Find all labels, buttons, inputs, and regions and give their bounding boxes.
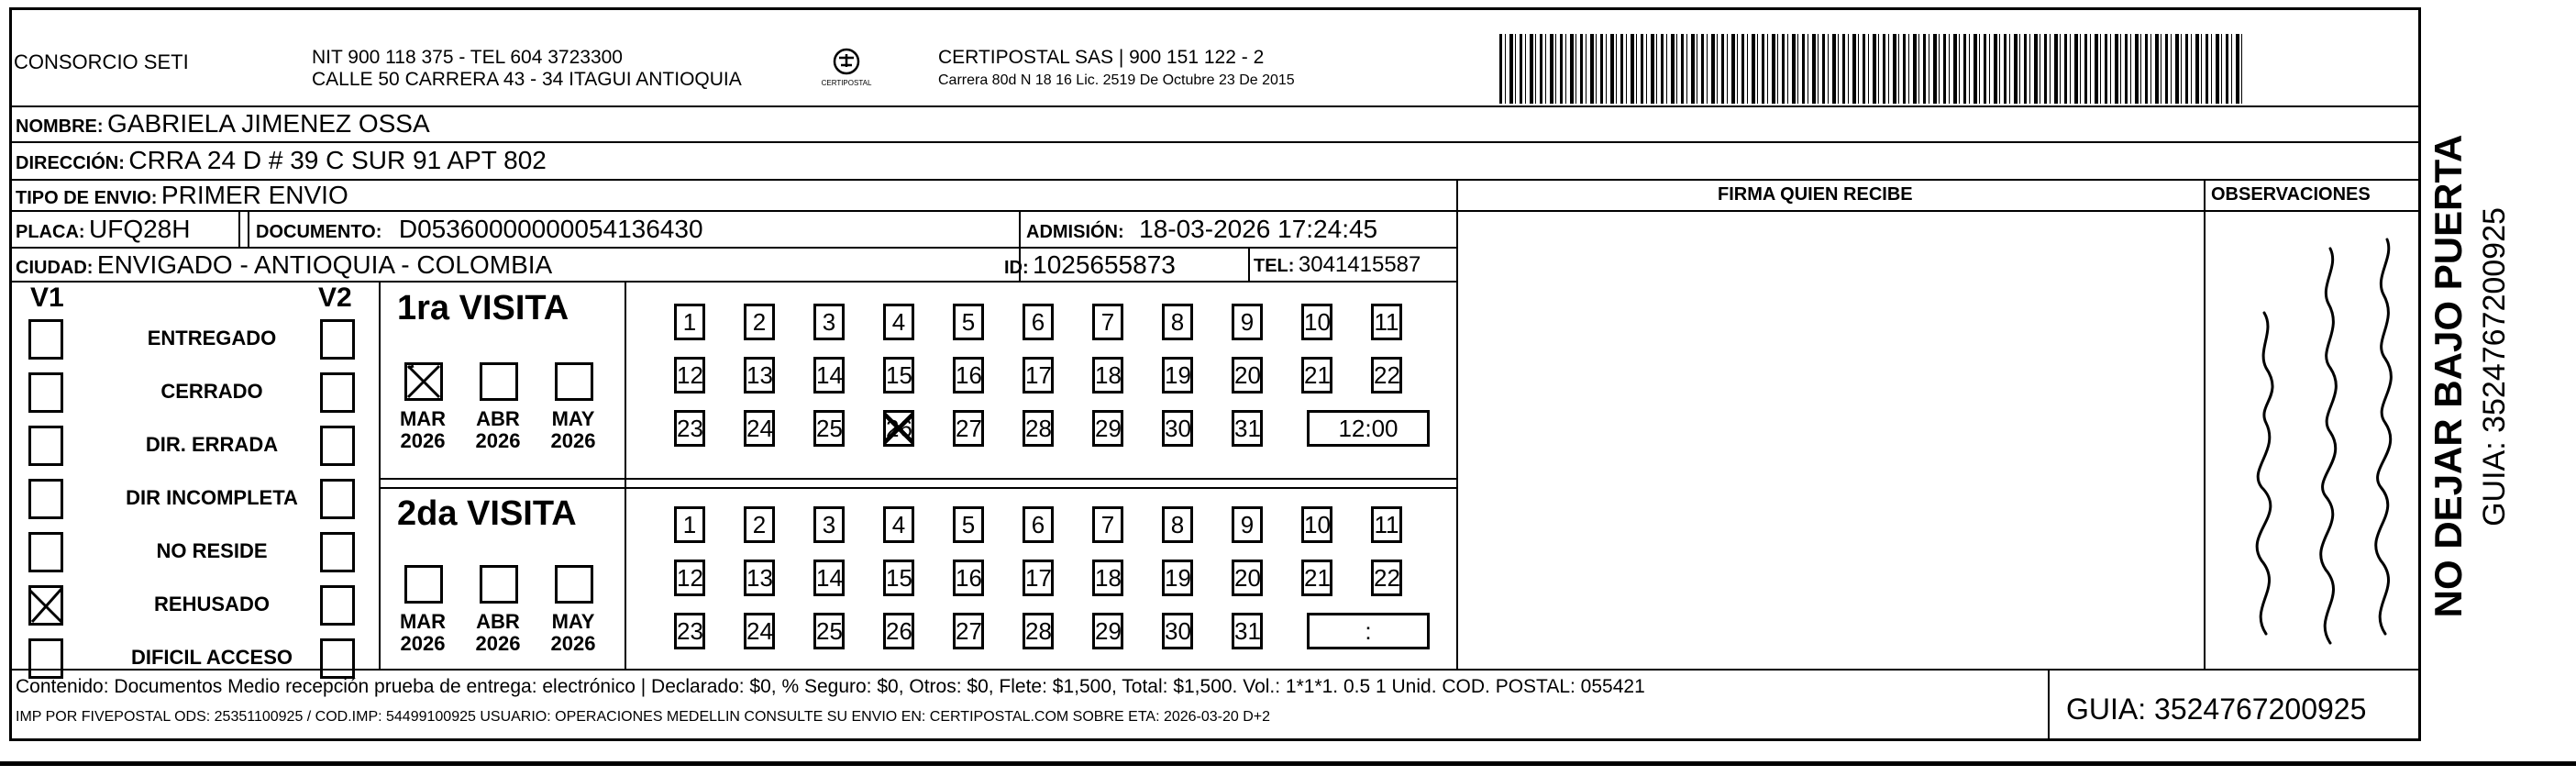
day-box[interactable]: 6 — [1023, 506, 1054, 543]
day-box[interactable]: 7 — [1092, 506, 1123, 543]
day-box[interactable]: 19 — [1162, 357, 1193, 394]
day-box[interactable]: 26 — [883, 613, 914, 649]
day-box[interactable]: 9 — [1232, 506, 1263, 543]
address-field — [16, 146, 547, 175]
no-dejar-text: NO DEJAR BAJO PUERTA — [2427, 134, 2470, 618]
day-box[interactable]: 5 — [953, 304, 984, 340]
month-year: 2026 — [475, 632, 521, 655]
day-box[interactable]: 1 — [674, 506, 705, 543]
day-box[interactable]: 3 — [813, 304, 845, 340]
rule — [12, 247, 1456, 249]
day-box[interactable]: 11 — [1371, 506, 1402, 543]
certipostal-line: CERTIPOSTAL SAS | 900 151 122 - 2 — [938, 47, 1265, 68]
status-label: ENTREGADO — [147, 327, 277, 349]
month-checkbox[interactable] — [480, 362, 518, 401]
address-value: CRRA 24 D # 39 C SUR 91 APT 802 — [128, 146, 547, 174]
month-name: MAR — [399, 610, 447, 633]
day-box[interactable]: 8 — [1162, 506, 1193, 543]
day-box[interactable]: 29 — [1092, 410, 1123, 447]
day-box[interactable]: 10 — [1301, 304, 1332, 340]
month-checkbox[interactable] — [555, 565, 593, 604]
certipostal-logo — [819, 45, 874, 91]
status-label: DIR INCOMPLETA — [126, 486, 298, 509]
status-checkbox-v1[interactable] — [28, 585, 63, 626]
day-box[interactable]: 5 — [953, 506, 984, 543]
rule — [1456, 179, 1458, 669]
admission-field — [1026, 215, 1377, 244]
status-label: NO RESIDE — [156, 539, 268, 562]
day-box[interactable]: 30 — [1162, 410, 1193, 447]
company-name: CONSORCIO SETI — [14, 50, 189, 73]
city-field — [16, 250, 552, 280]
month-name: ABR — [476, 610, 520, 633]
day-box[interactable]: 3 — [813, 506, 845, 543]
side-no-dejar — [2423, 110, 2478, 642]
rule — [2048, 669, 2050, 738]
city-label: CIUDAD: — [16, 258, 94, 278]
day-box[interactable]: 20 — [1232, 357, 1263, 394]
status-checkbox-v1[interactable] — [28, 372, 63, 413]
plate-value: UFQ28H — [89, 215, 191, 243]
observations-header: OBSERVACIONES — [2211, 184, 2371, 205]
visit1-title: 1ra VISITA — [397, 289, 569, 327]
status-checkbox-v2[interactable] — [320, 479, 355, 519]
month-year: 2026 — [475, 429, 521, 452]
month-name: MAR — [399, 407, 447, 430]
signature-header: FIRMA QUIEN RECIBE — [1718, 184, 1913, 205]
day-box[interactable]: 13 — [744, 357, 775, 394]
month-label — [395, 408, 450, 452]
day-box[interactable]: 22 — [1371, 357, 1402, 394]
rule — [1248, 247, 1250, 281]
rule — [379, 478, 1456, 480]
day-box[interactable]: 27 — [953, 613, 984, 649]
month-year: 2026 — [400, 429, 446, 452]
day-box[interactable]: 11 — [1371, 304, 1402, 340]
day-box[interactable]: 21 — [1301, 357, 1332, 394]
day-box[interactable]: 12 — [674, 357, 705, 394]
month-checkbox[interactable] — [555, 362, 593, 401]
day-box[interactable]: 31 — [1232, 410, 1263, 447]
month-name: ABR — [476, 407, 520, 430]
month-checkbox[interactable] — [404, 362, 443, 401]
rule — [238, 210, 240, 247]
day-box[interactable]: 28 — [1023, 410, 1054, 447]
guide-card — [9, 7, 2421, 741]
status-checkbox-v2[interactable] — [320, 319, 355, 360]
document-label: DOCUMENTO: — [256, 222, 382, 242]
rule — [248, 210, 249, 247]
day-box[interactable]: 23 — [674, 613, 705, 649]
day-box[interactable]: 1 — [674, 304, 705, 340]
month-label — [546, 611, 601, 655]
city-value: ENVIGADO - ANTIOQUIA - COLOMBIA — [96, 250, 553, 279]
time-box[interactable]: : — [1307, 613, 1430, 649]
admission-label: ADMISIÓN: — [1026, 222, 1124, 242]
day-box[interactable]: 24 — [744, 410, 775, 447]
status-label: REHUSADO — [154, 593, 270, 615]
rule — [12, 105, 2420, 107]
id-field — [1004, 250, 1176, 280]
page-edge-bottom — [0, 761, 2576, 766]
day-box[interactable]: 22 — [1371, 560, 1402, 596]
day-box[interactable]: 27 — [953, 410, 984, 447]
status-label: DIR. ERRADA — [145, 433, 279, 456]
day-box[interactable]: 13 — [744, 560, 775, 596]
day-box[interactable]: 4 — [883, 304, 914, 340]
name-value: GABRIELA JIMENEZ OSSA — [107, 109, 430, 138]
day-box[interactable]: 17 — [1023, 560, 1054, 596]
day-box[interactable]: 7 — [1092, 304, 1123, 340]
day-box[interactable]: 4 — [883, 506, 914, 543]
rule — [379, 281, 381, 669]
id-label: ID: — [1004, 258, 1029, 278]
send-type-label: TIPO DE ENVIO: — [16, 188, 158, 208]
status-checkbox-v1[interactable] — [28, 532, 63, 572]
status-checkbox-v2[interactable] — [320, 532, 355, 572]
month-year: 2026 — [550, 429, 596, 452]
status-checkbox-v2[interactable] — [320, 372, 355, 413]
day-box[interactable]: 16 — [953, 560, 984, 596]
day-box[interactable]: 19 — [1162, 560, 1193, 596]
tel-label: TEL: — [1254, 256, 1295, 276]
address-label: DIRECCIÓN: — [16, 153, 125, 173]
status-checkbox-v1[interactable] — [28, 319, 63, 360]
footer-imp: IMP POR FIVEPOSTAL ODS: 25351100925 / COD.IMP: 54499100925 USUARIO: OPERACIONES MEDELLIN CONSULTE SU ENVIO EN: CERTIPOSTAL.COM SOBRE ETA: 2026-03-20 D+2 — [16, 709, 1271, 725]
month-name: MAY — [551, 610, 595, 633]
rule — [2204, 179, 2206, 669]
month-label — [470, 408, 525, 452]
day-box[interactable]: 6 — [1023, 304, 1054, 340]
status-checkbox-v2[interactable] — [320, 585, 355, 626]
address-line: CALLE 50 CARRERA 43 - 34 ITAGUI ANTIOQUIA — [312, 69, 742, 90]
day-box[interactable]: 2 — [744, 506, 775, 543]
tel-field — [1254, 252, 1421, 278]
day-box[interactable]: 17 — [1023, 357, 1054, 394]
day-box[interactable]: 2 — [744, 304, 775, 340]
svg-text:CERTIPOSTAL: CERTIPOSTAL — [821, 79, 872, 87]
document-field — [256, 215, 703, 244]
rule — [12, 669, 2420, 671]
status-checkbox-v1[interactable] — [28, 479, 63, 519]
day-box[interactable]: 16 — [953, 357, 984, 394]
footer-guia: GUIA: 3524767200925 — [2066, 693, 2367, 726]
rule — [12, 141, 2420, 143]
day-box[interactable]: 18 — [1092, 560, 1123, 596]
send-type-field — [16, 181, 348, 210]
id-value: 1025655873 — [1033, 250, 1176, 279]
barcode — [1499, 34, 2246, 104]
nit-line: NIT 900 118 375 - TEL 604 3723300 — [312, 47, 623, 68]
status-label: CERRADO — [160, 380, 263, 403]
plate-label: PLACA: — [16, 222, 85, 242]
day-box[interactable]: 9 — [1232, 304, 1263, 340]
name-field — [16, 109, 430, 139]
rule — [625, 281, 626, 669]
visit2-title: 2da VISITA — [397, 494, 577, 533]
month-year: 2026 — [400, 632, 446, 655]
status-checkbox-v2[interactable] — [320, 638, 355, 679]
day-box[interactable]: 31 — [1232, 613, 1263, 649]
day-box[interactable]: 20 — [1232, 560, 1263, 596]
rule — [1456, 210, 2420, 212]
time-box[interactable]: 12:00 — [1307, 410, 1430, 447]
day-box[interactable]: 28 — [1023, 613, 1054, 649]
month-label — [395, 611, 450, 655]
license-line: Carrera 80d N 18 16 Lic. 2519 De Octubre 23 De 2015 — [938, 72, 1295, 88]
status-label: DIFICIL ACCESO — [130, 646, 293, 669]
tel-value: 3041415587 — [1298, 252, 1421, 277]
side-guia-text: GUIA: 3524767200925 — [2477, 207, 2512, 527]
month-label — [546, 408, 601, 452]
month-label — [470, 611, 525, 655]
day-box[interactable]: 25 — [813, 613, 845, 649]
side-guia — [2476, 128, 2513, 605]
day-box[interactable]: 23 — [674, 410, 705, 447]
admission-value: 18-03-2026 17:24:45 — [1139, 215, 1378, 243]
day-box[interactable]: 26 — [883, 410, 914, 447]
day-box[interactable]: 21 — [1301, 560, 1332, 596]
day-box[interactable]: 14 — [813, 357, 845, 394]
status-checkbox-v2[interactable] — [320, 426, 355, 466]
status-checkbox-v1[interactable] — [28, 638, 63, 679]
status-checkbox-v1[interactable] — [28, 426, 63, 466]
day-box[interactable]: 10 — [1301, 506, 1332, 543]
name-label: NOMBRE: — [16, 116, 104, 137]
v2-label: V2 — [318, 283, 352, 313]
rule — [12, 179, 2420, 181]
v1-label: V1 — [30, 283, 64, 313]
day-box[interactable]: 12 — [674, 560, 705, 596]
day-box[interactable]: 15 — [883, 357, 914, 394]
month-name: MAY — [551, 407, 595, 430]
footer-content: Contenido: Documentos Medio recepción prueba de entrega: electrónico | Declarado: $0, % Seguro: $0, Otros: $0, Flete: $1,500, Total: $1,500. Vol.: 1*1*1. 0.5 1 Unid. COD. POSTAL: 055421 — [16, 676, 1645, 697]
day-box[interactable]: 25 — [813, 410, 845, 447]
day-box[interactable]: 15 — [883, 560, 914, 596]
day-box[interactable]: 14 — [813, 560, 845, 596]
month-checkbox[interactable] — [404, 565, 443, 604]
day-box[interactable]: 8 — [1162, 304, 1193, 340]
day-box[interactable]: 18 — [1092, 357, 1123, 394]
plate-field — [16, 215, 190, 244]
month-year: 2026 — [550, 632, 596, 655]
day-box[interactable]: 24 — [744, 613, 775, 649]
day-box[interactable]: 30 — [1162, 613, 1193, 649]
month-checkbox[interactable] — [480, 565, 518, 604]
document-value: D05360000000054136430 — [398, 215, 703, 243]
handwritten-observation — [2211, 221, 2420, 661]
day-box[interactable]: 29 — [1092, 613, 1123, 649]
send-type-value: PRIMER ENVIO — [160, 181, 348, 209]
rule — [379, 487, 1456, 489]
rule — [12, 281, 1456, 283]
